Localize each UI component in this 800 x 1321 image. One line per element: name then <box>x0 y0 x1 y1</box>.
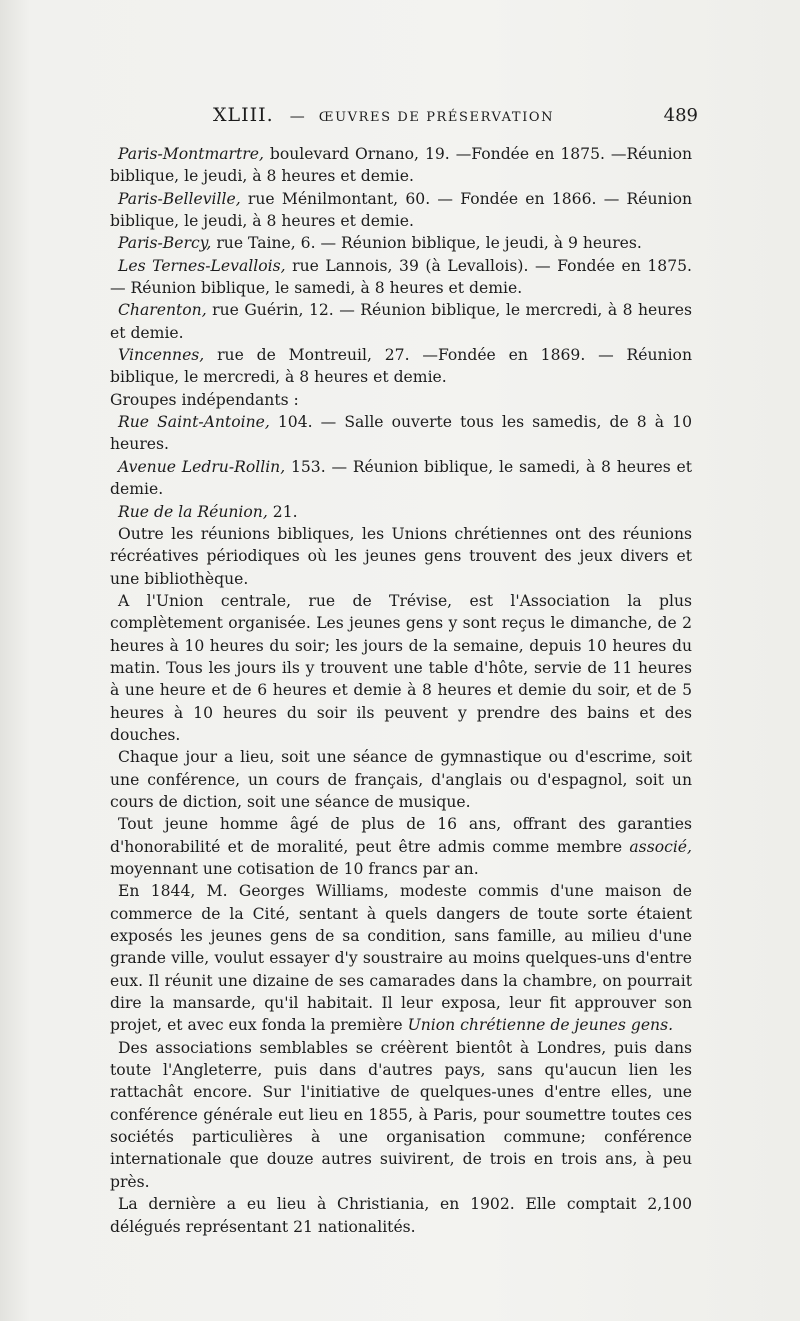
group-text: 21. <box>267 502 298 521</box>
group-rue-de-la-reunion <box>110 501 692 523</box>
entry-text: rue Taine, 6. — Réunion biblique, le jeudi, à 9 heures. <box>211 234 642 253</box>
italic-term: associé, <box>629 837 692 856</box>
chapter-title: ŒUVRES DE PRÉSERVATION <box>318 110 555 125</box>
group-place: Rue de la Réunion, <box>118 502 268 521</box>
entry-vincennes <box>110 344 692 389</box>
running-header <box>213 104 698 130</box>
paragraph-membership <box>110 813 692 880</box>
group-text: 153. — Réunion biblique, le samedi, à 8 heures et demie. <box>110 457 692 499</box>
group-avenue-ledru-rollin <box>110 456 692 501</box>
group-place: Rue Saint-Antoine, <box>118 413 270 432</box>
entry-place: Les Ternes-Levallois, <box>118 256 286 275</box>
entry-place: Paris-Montmartre, <box>118 145 264 163</box>
paragraph-recreational-meetings: Outre les réunions bibliques, les Unions chrétiennes ont des réunions récréatives périodiques où les jeunes gens trouvent des jeux divers et une bibliothèque. <box>110 524 692 588</box>
paragraph-history-williams <box>110 880 692 1036</box>
entry-text: rue Ménilmontant, 60. — Fondée en 1866. — Réunion biblique, le jeudi, à 8 heures et demie. <box>110 189 692 231</box>
entry-place: Paris-Bercy, <box>118 234 212 253</box>
header-dash: — <box>289 107 305 125</box>
chapter-number: XLIII. <box>213 104 274 126</box>
group-place: Avenue Ledru-Rollin, <box>118 457 286 476</box>
groups-heading: Groupes indépendants : <box>110 390 299 409</box>
paragraph-associations-spread: Des associations semblables se créèrent bientôt à Londres, puis dans toute l'Angleterre, puis dans d'autres pays, sans qu'aucun lien les rattachât encore. Sur l'initiative de quelques-unes d'entre elles, une conférence générale eut lieu en 1855, à Paris, pour soumettre toutes ces sociétés particulières à une organisation commune; conférence internationale que douze autres suivirent, de trois en trois ans, à peu près. <box>110 1038 692 1191</box>
entry-text: rue de Montreuil, 27. —Fondée en 1869. — Réunion biblique, le mercredi, à 8 heures et demie. <box>110 346 692 387</box>
paragraph-daily-activities: Chaque jour a lieu, soit une séance de gymnastique ou d'escrime, soit une conférence, un cours de français, d'anglais ou d'espagnol, soit un cours de diction, soit une séance de musique. <box>110 748 692 811</box>
entry-place: Vincennes, <box>118 346 205 365</box>
text-run: Tout jeune homme âgé de plus de 16 ans, offrant des garanties d'honorabilité et de moralité, peut être admis comme membre <box>110 815 692 856</box>
entry-charenton <box>110 299 692 344</box>
entry-text: rue Lannois, 39 (à Levallois). — Fondée en 1875. — Réunion biblique, le samedi, à 8 heures et demie. <box>110 256 692 298</box>
italic-term: Union chrétienne de jeunes gens. <box>407 1016 674 1035</box>
entry-place: Charenton, <box>118 301 207 320</box>
entry-text: rue Guérin, 12. — Réunion biblique, le mercredi, à 8 heures et demie. <box>110 301 692 342</box>
entry-text: boulevard Ornano, 19. —Fondée en 1875. —Réunion biblique, le jeudi, à 8 heures et demie. <box>110 145 692 186</box>
entry-paris-belleville <box>110 188 692 233</box>
paragraph-central-union: A l'Union centrale, rue de Trévise, est l'Association la plus complètement organisée. Les jeunes gens y sont reçus le dimanche, de 2 heures à 10 heures du soir; les jours de la semaine, depuis 10 heures du matin. Tous les jours ils y trouvent une table d'hôte, servie de 11 heures à une heure et de 6 heures et demie à 8 heures et demie du soir, et de 5 heures à 10 heures du soir ils peuvent y prendre des bains et des douches. <box>110 591 692 744</box>
page-number: 489 <box>663 105 698 126</box>
entry-ternes-levallois <box>110 255 692 300</box>
group-rue-saint-antoine <box>110 411 692 456</box>
entry-place: Paris-Belleville, <box>118 189 241 208</box>
group-text: 104. — Salle ouverte tous les samedis, de 8 à 10 heures. <box>110 413 692 454</box>
entry-paris-bercy <box>110 232 692 254</box>
page-body <box>110 143 692 1238</box>
entry-paris-montmartre <box>110 143 692 188</box>
text-run: En 1844, M. Georges Williams, modeste commis d'une maison de commerce de la Cité, sentant à quels dangers de toute sorte étaient exposés les jeunes gens de sa condition, sans famille, au milieu d'une grande ville, voulut essayer d'y soustraire au moins quelques-uns d'entre eux. Il réunit une dizaine de ses camarades dans la chambre, on pourrait dire la mansarde, qu'il habitait. Il leur exposa, leur fit approuver son projet, et avec eux fonda la première <box>110 882 692 1035</box>
paragraph-christiania-conference: La dernière a eu lieu à Christiania, en 1902. Elle comptait 2,100 délégués représentant 21 nationalités. <box>110 1195 692 1236</box>
text-run: moyennant une cotisation de 10 francs par an. <box>110 860 479 878</box>
